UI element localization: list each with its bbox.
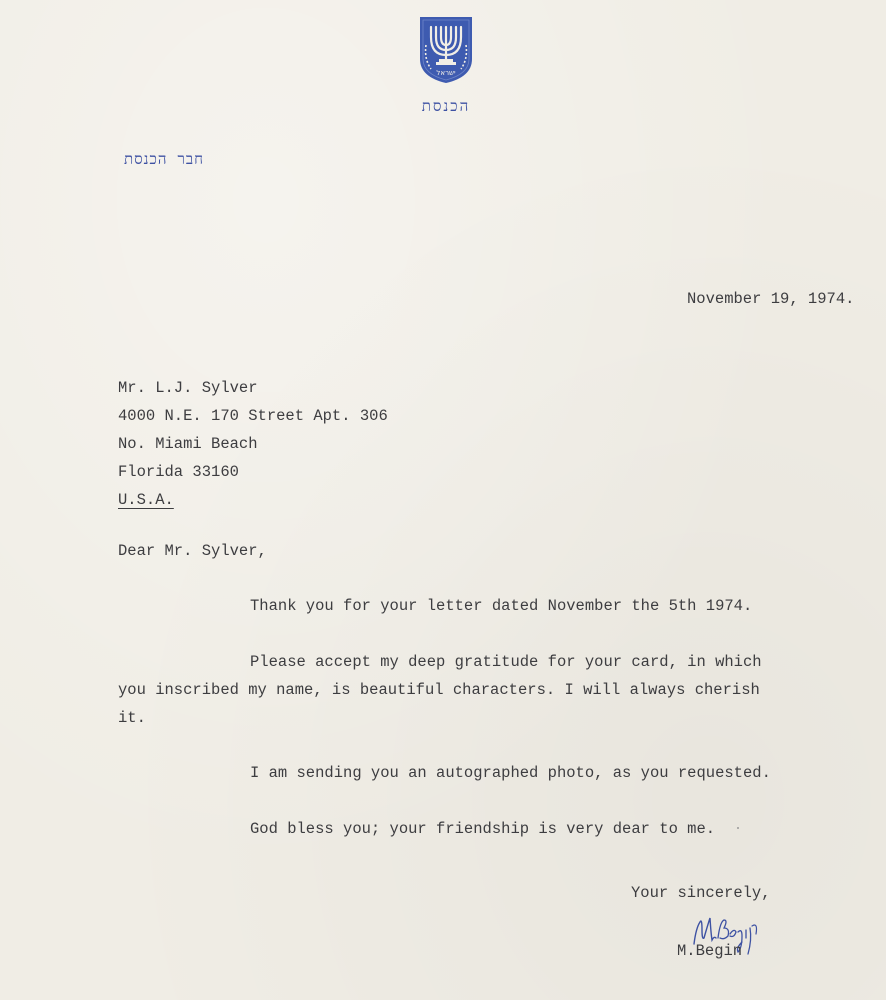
salutation: Dear Mr. Sylver,: [118, 542, 267, 560]
paragraph-3: I am sending you an autographed photo, as you requested.: [250, 764, 771, 782]
typed-signature-name: M.Begin: [677, 942, 743, 960]
closing: Your sincerely,: [631, 884, 771, 902]
member-title: חבר הכנסת: [123, 150, 204, 168]
paragraph-2-line-2: you inscribed my name, is beautiful characters. I will always cherish: [118, 681, 760, 699]
emblem-text: ישראל: [436, 69, 456, 77]
recipient-state: Florida 33160: [118, 463, 239, 481]
menorah-emblem-icon: [417, 15, 475, 85]
recipient-city: No. Miami Beach: [118, 435, 258, 453]
recipient-country: [118, 486, 174, 514]
ink-speck: [737, 827, 739, 829]
paragraph-1: Thank you for your letter dated November the 5th 1974.: [250, 597, 753, 615]
paragraph-2-line-1: Please accept my deep gratitude for your card, in which: [250, 653, 762, 671]
recipient-name: Mr. L.J. Sylver: [118, 379, 258, 397]
paragraph-2-line-3: it.: [118, 709, 146, 727]
recipient-country-text: U.S.A.: [118, 491, 174, 509]
letter-date: November 19, 1974.: [687, 290, 855, 308]
recipient-street: 4000 N.E. 170 Street Apt. 306: [118, 407, 388, 425]
paragraph-4: God bless you; your friendship is very dear to me.: [250, 820, 716, 838]
institution-name: הכנסת: [421, 97, 471, 115]
